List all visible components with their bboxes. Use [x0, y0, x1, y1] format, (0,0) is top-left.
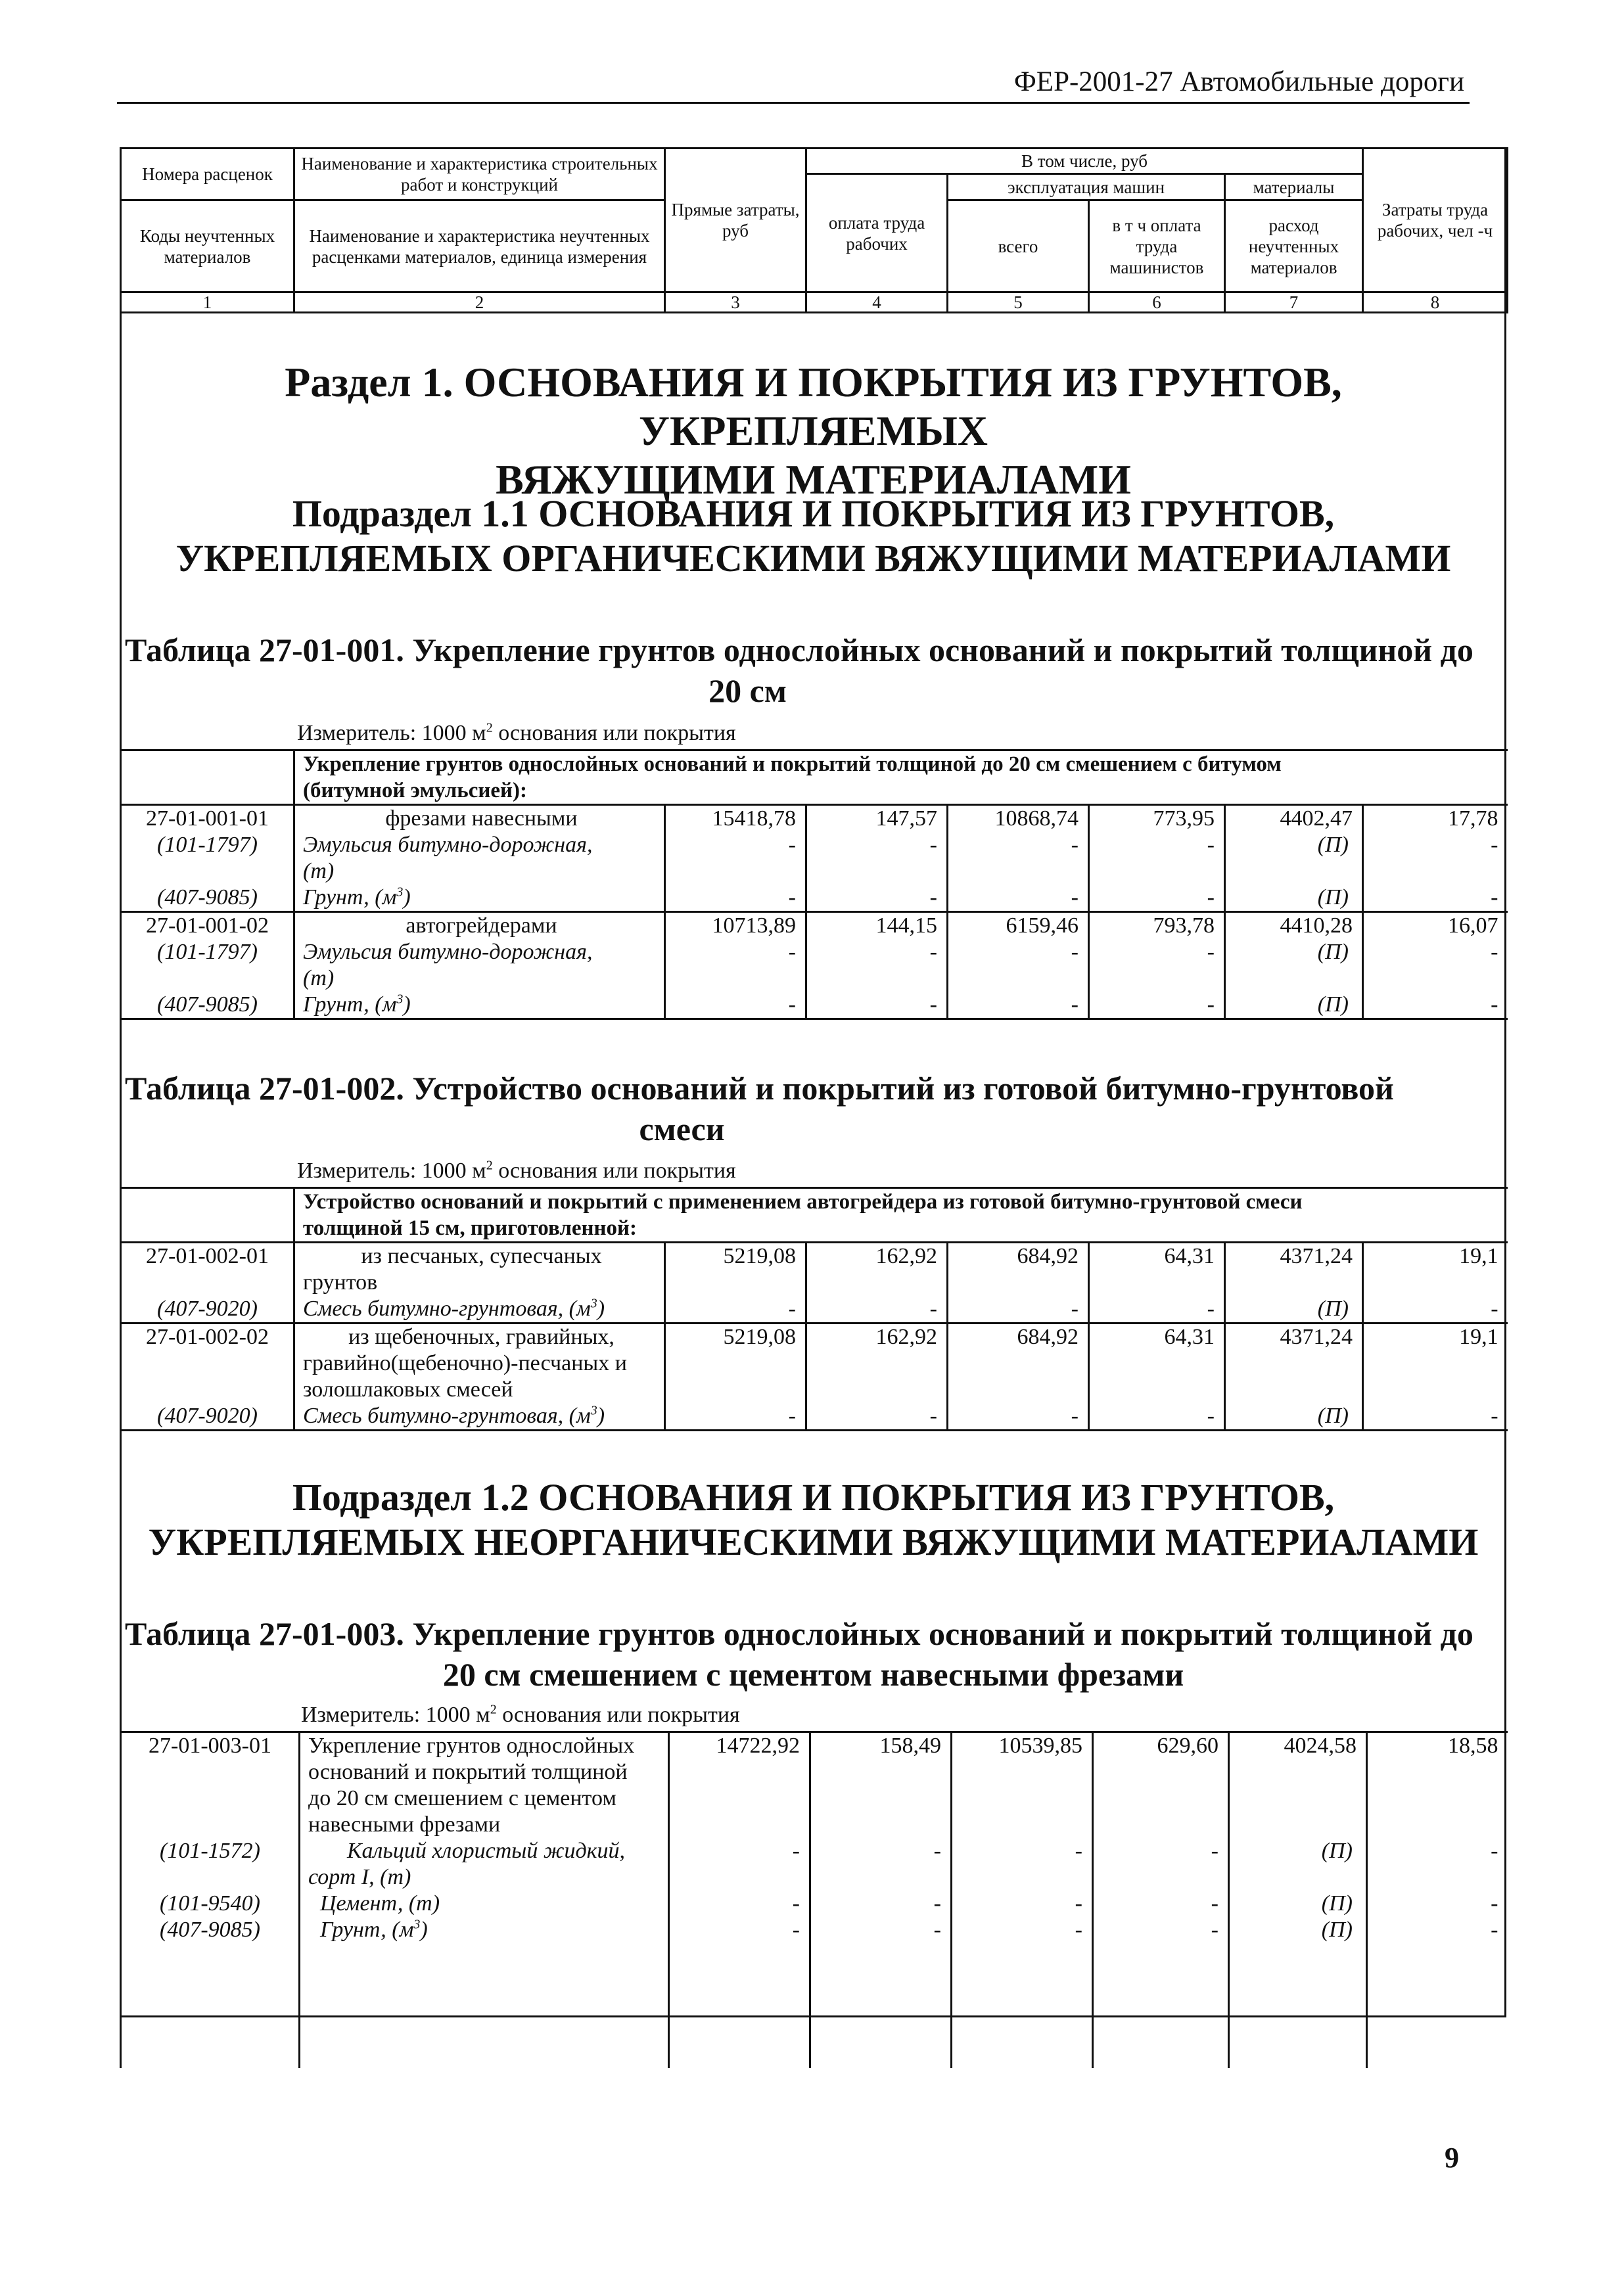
table-row: (101-1797) Эмульсия битумно-дорожная, (т) - - - - (П) - [121, 832, 1508, 885]
column-header-table [120, 147, 1508, 313]
header-c5: всего [948, 200, 1089, 292]
subsection-title-line: УКРЕПЛЯЕМЫХ ОРГАНИЧЕСКИМИ ВЯЖУЩИМИ МАТЕРИАЛАМИ [175, 537, 1451, 580]
table-row: (407-9085) Грунт, $(м^3)$ - - - - (П) - [121, 992, 1508, 1019]
table-row: (407-9020) Смесь битумно-грунтовая, $(м^3)$ - - - - (П) - [121, 1403, 1508, 1431]
header-c8: Затраты труда рабочих, чел -ч [1363, 149, 1508, 292]
table-title-line: 20 см [708, 672, 787, 709]
table3-body [120, 1731, 1508, 2068]
column-number: 2 [294, 292, 665, 313]
table3-title [125, 1613, 1502, 1695]
header-group: В том числе, руб [806, 149, 1363, 174]
subsection1-title [125, 492, 1502, 581]
running-header: ФЕР-2001-27 Автомобильные дороги [117, 62, 1470, 104]
column-number: 5 [948, 292, 1089, 313]
header-c7: расход неучтенных материалов [1225, 200, 1363, 292]
header-c1-bottom: Коды неучтенных материалов [121, 200, 294, 292]
table-title-line: Таблица 27-01-002. Устройство оснований и покрытий из готовой битумно-грунтовой [125, 1070, 1394, 1107]
table-row: (101-1572) Кальций хлористый жидкий, сорт I, (т) - - - - (П) - [121, 1838, 1508, 1891]
table-row: (101-9540) Цемент, (т) - - - - (П) - [121, 1891, 1508, 1917]
table1-unit: Измеритель: 1000 $м^2$ основания или покрытия [297, 720, 736, 745]
column-number: 3 [665, 292, 806, 313]
subsection-title-line: Подраздел 1.2 ОСНОВАНИЯ И ПОКРЫТИЯ ИЗ ГРУНТОВ, [292, 1476, 1335, 1519]
header-c1-top: Номера расценок [121, 149, 294, 200]
table2-title [125, 1068, 1502, 1149]
table-row: 27-01-002-02 из щебеночных, гравийных, гравийно(щебеночно)-песчаных и золошлаковых смесей 5219,08 162,92 684,92 64,31 4371,24 19,1 [121, 1323, 1508, 1404]
table3-unit: Измеритель: 1000 $м^2$ основания или покрытия [301, 1702, 740, 1727]
table-title-line: Таблица 27-01-001. Укрепление грунтов однослойных оснований и покрытий толщиной до [125, 632, 1473, 668]
table-title-line: 20 см смешением с цементом навесными фрезами [442, 1656, 1184, 1693]
section-title [125, 358, 1502, 504]
table-row: (407-9020) Смесь битумно-грунтовая, $(м^3)$ - - - - (П) - [121, 1296, 1508, 1323]
table-row: (407-9085) Грунт, $(м^3)$ - - - - (П) - [121, 1917, 1508, 1943]
header-c3: Прямые затраты, руб [665, 149, 806, 292]
subsection-title-line: Подраздел 1.1 ОСНОВАНИЯ И ПОКРЫТИЯ ИЗ ГРУНТОВ, [292, 492, 1335, 535]
section-title-line: ВЯЖУЩИМИ МАТЕРИАЛАМИ [496, 456, 1131, 503]
table2-body [120, 1187, 1508, 1431]
table-row: 27-01-002-01 из песчаных, супесчаных грунтов 5219,08 162,92 684,92 64,31 4371,24 19,1 [121, 1243, 1508, 1297]
column-number: 6 [1089, 292, 1225, 313]
table-title-line: Таблица 27-01-003. Укрепление грунтов однослойных оснований и покрытий толщиной до [125, 1615, 1473, 1652]
table1-group-title: Укрепление грунтов однослойных оснований и покрытий толщиной до 20 см смешением с битумом (битумной эмульсией): [294, 750, 1508, 805]
header-c6: в т ч оплата труда машинистов [1089, 200, 1225, 292]
header-machines: эксплуатация машин [948, 174, 1225, 200]
table-row: (101-1797) Эмульсия битумно-дорожная, (т) - - - - (П) - [121, 939, 1508, 992]
table1-body [120, 749, 1508, 1020]
table2-group-title: Устройство оснований и покрытий с применением автогрейдера из готовой битумно-грунтовой смеси толщиной 15 см, приготовленной: [294, 1188, 1508, 1243]
subsection2-title [125, 1475, 1502, 1565]
table-row: 27-01-001-01 фрезами навесными 15418,78 147,57 10868,74 773,95 4402,47 17,78 [121, 805, 1508, 833]
header-c4: оплата труда рабочих [806, 174, 948, 292]
table2-unit: Измеритель: 1000 $м^2$ основания или покрытия [297, 1158, 736, 1183]
subsection-title-line: УКРЕПЛЯЕМЫХ НЕОРГАНИЧЕСКИМИ ВЯЖУЩИМИ МАТЕРИАЛАМИ [148, 1521, 1479, 1563]
table-row: (407-9085) Грунт, $(м^3)$ - - - - (П) - [121, 885, 1508, 912]
table-title-line: смеси [639, 1111, 725, 1147]
column-number: 8 [1363, 292, 1508, 313]
page-number: 9 [1445, 2142, 1459, 2174]
table-row: 27-01-003-01 Укрепление грунтов однослойных оснований и покрытий толщиной до 20 см смешением с цементом навесными фрезами 14722,92 158,49 10539,85 629,60 4024,58 18,58 [121, 1732, 1508, 1839]
column-number: 4 [806, 292, 948, 313]
column-number: 1 [121, 292, 294, 313]
header-c2-bottom: Наименование и характеристика неучтенных расценками материалов, единица измерения [294, 200, 665, 292]
table-row: 27-01-001-02 автогрейдерами 10713,89 144,15 6159,46 793,78 4410,28 16,07 [121, 912, 1508, 940]
column-number: 7 [1225, 292, 1363, 313]
table1-title [125, 630, 1502, 711]
section-title-line: Раздел 1. ОСНОВАНИЯ И ПОКРЫТИЯ ИЗ ГРУНТОВ, УКРЕПЛЯЕМЫХ [285, 359, 1342, 454]
header-c2-top: Наименование и характеристика строительных работ и конструкций [294, 149, 665, 200]
header-materials: материалы [1225, 174, 1363, 200]
